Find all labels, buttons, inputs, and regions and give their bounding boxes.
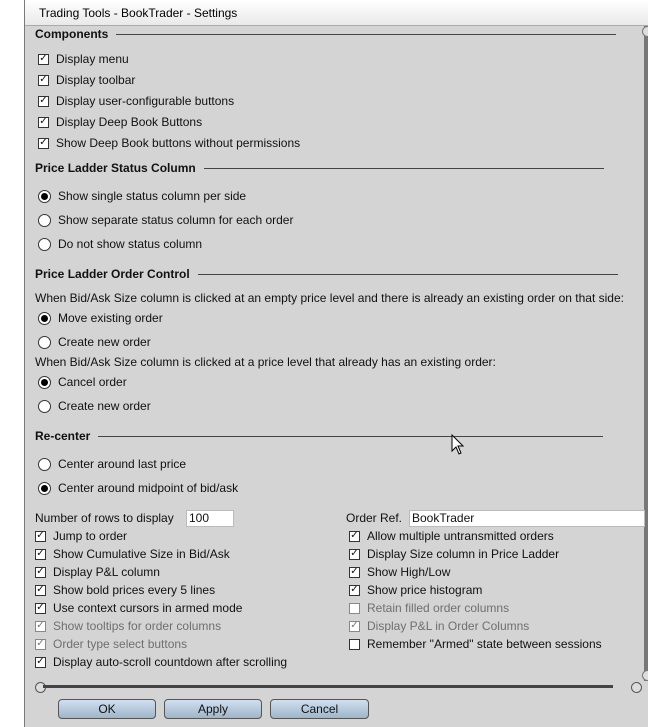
checkbox-label: Show Cumulative Size in Bid/Ask [53, 547, 230, 561]
radio-button[interactable] [38, 190, 51, 203]
radio-label: Move existing order [58, 311, 163, 325]
status-column-option[interactable] [38, 213, 293, 227]
description-text: When Bid/Ask Size column is clicked at an empty price level and there is already an existing order on that side: [35, 291, 624, 305]
radio-button[interactable] [38, 312, 51, 325]
check-mark-icon: ✓ [36, 655, 45, 667]
recenter-option[interactable] [38, 457, 186, 471]
divider [204, 168, 604, 169]
checkbox-label: Show bold prices every 5 lines [53, 583, 216, 597]
checkbox-label: Display user-configurable buttons [56, 94, 235, 108]
right-option[interactable] [349, 637, 602, 651]
radio-button[interactable] [38, 336, 51, 349]
checkbox-label: Display auto-scroll countdown after scrolling [53, 655, 288, 669]
radio-label: Cancel order [58, 375, 127, 389]
check-mark-icon: ✓ [36, 565, 45, 577]
radio-dot-icon [41, 315, 48, 322]
radio-dot-icon [41, 485, 48, 492]
torn-edge [0, 0, 27, 727]
scroll-down-cap[interactable] [642, 670, 648, 681]
checkbox-label: Use context cursors in armed mode [53, 601, 243, 615]
left-option[interactable] [35, 637, 187, 651]
checkbox[interactable] [38, 117, 49, 128]
checkbox[interactable] [35, 657, 46, 668]
section-title: Re-center [35, 429, 91, 443]
divider [116, 34, 616, 35]
checkbox[interactable] [349, 603, 360, 614]
scroll-up-cap[interactable] [642, 26, 648, 37]
recenter-option[interactable] [38, 481, 238, 495]
radio-dot-icon [41, 193, 48, 200]
status-column-option[interactable] [38, 189, 246, 203]
checkbox[interactable] [35, 585, 46, 596]
scroll-right-cap[interactable] [631, 682, 642, 693]
section-status-column [35, 161, 604, 175]
check-mark-icon: ✓ [36, 529, 45, 541]
left-option[interactable] [35, 565, 160, 579]
existing-level-description [35, 355, 496, 369]
ok-button[interactable]: OK [58, 699, 156, 719]
divider [198, 274, 618, 275]
check-mark-icon: ✓ [39, 115, 48, 127]
checkbox[interactable] [35, 603, 46, 614]
check-mark-icon: ✓ [36, 547, 45, 559]
radio-button[interactable] [38, 482, 51, 495]
checkbox[interactable] [35, 621, 46, 632]
horizontal-scrollbar[interactable] [35, 682, 640, 691]
checkbox[interactable] [349, 549, 360, 560]
check-mark-icon: ✓ [36, 601, 45, 613]
checkbox-label: Display P&L column [53, 565, 160, 579]
radio-label: Do not show status column [58, 237, 203, 251]
right-option[interactable] [349, 583, 482, 597]
checkbox-label: Order type select buttons [53, 637, 188, 651]
checkbox-label: Show Deep Book buttons without permissions [56, 136, 301, 150]
left-option[interactable] [35, 655, 287, 669]
checkbox-label: Show price histogram [367, 583, 483, 597]
radio-label: Center around last price [58, 457, 187, 471]
component-option[interactable] [38, 136, 300, 150]
window-title: Trading Tools - BookTrader - Settings [39, 6, 238, 20]
radio-button[interactable] [38, 458, 51, 471]
check-mark-icon: ✓ [39, 136, 48, 148]
checkbox[interactable] [38, 75, 49, 86]
check-mark-icon: ✓ [39, 52, 48, 64]
existing-level-option[interactable] [38, 399, 151, 413]
section-title: Components [35, 27, 109, 41]
radio-dot-icon [41, 379, 48, 386]
rows-to-display-input[interactable]: 100 [186, 510, 234, 527]
radio-label: Center around midpoint of bid/ask [58, 481, 239, 495]
checkbox-label: Display Size column in Price Ladder [367, 547, 560, 561]
order-ref-input[interactable]: BookTrader [409, 510, 645, 527]
checkbox[interactable] [38, 96, 49, 107]
radio-label: Create new order [58, 335, 151, 349]
right-option[interactable] [349, 619, 529, 633]
checkbox-label: Display menu [56, 52, 129, 66]
radio-label: Create new order [58, 399, 151, 413]
checkbox[interactable] [35, 531, 46, 542]
section-recenter [35, 429, 603, 443]
section-order-control [35, 267, 618, 281]
check-mark-icon: ✓ [350, 529, 359, 541]
checkbox[interactable] [35, 567, 46, 578]
empty-level-option[interactable] [38, 311, 163, 325]
check-mark-icon: ✓ [39, 73, 48, 85]
scroll-track[interactable] [43, 685, 613, 688]
checkbox-label: Show tooltips for order columns [53, 619, 222, 633]
checkbox-label: Display Deep Book Buttons [56, 115, 203, 129]
right-option[interactable] [349, 547, 559, 561]
check-mark-icon: ✓ [36, 583, 45, 595]
left-option[interactable] [35, 547, 230, 561]
mouse-pointer-icon [451, 434, 465, 456]
radio-label: Show separate status column for each order [58, 213, 294, 227]
section-components [35, 27, 616, 41]
checkbox[interactable] [35, 639, 46, 650]
empty-level-description [35, 291, 624, 305]
component-option[interactable] [38, 73, 135, 87]
checkbox-label: Jump to order [53, 529, 128, 543]
checkbox-label: Allow multiple untransmitted orders [367, 529, 554, 543]
section-title: Price Ladder Order Control [35, 267, 190, 281]
status-column-option[interactable] [38, 237, 202, 251]
order-ref-label [346, 511, 402, 525]
check-mark-icon: ✓ [350, 583, 359, 595]
left-option[interactable] [35, 601, 242, 615]
right-option[interactable] [349, 529, 554, 543]
cancel-button[interactable]: Cancel [270, 699, 369, 719]
apply-button[interactable]: Apply [164, 699, 262, 719]
checkbox[interactable] [349, 531, 360, 542]
title-bar [25, 0, 648, 26]
empty-level-option[interactable] [38, 335, 151, 349]
right-option[interactable] [349, 565, 450, 579]
check-mark-icon: ✓ [350, 565, 359, 577]
description-text: When Bid/Ask Size column is clicked at a price level that already has an existing order: [35, 355, 496, 369]
component-option[interactable] [38, 115, 202, 129]
checkbox[interactable] [35, 549, 46, 560]
checkbox[interactable] [38, 54, 49, 65]
checkbox[interactable] [349, 621, 360, 632]
checkbox[interactable] [349, 585, 360, 596]
rows-to-display-label [35, 511, 174, 525]
component-option[interactable] [38, 52, 129, 66]
checkbox-label: Display P&L in Order Columns [367, 619, 530, 633]
component-option[interactable] [38, 94, 234, 108]
divider [98, 436, 603, 437]
check-mark-icon: ✓ [39, 94, 48, 106]
check-mark-icon: ✓ [350, 547, 359, 559]
left-option[interactable] [35, 619, 221, 633]
check-mark-icon: ✓ [350, 619, 359, 631]
existing-level-option[interactable] [38, 375, 127, 389]
radio-button[interactable] [38, 400, 51, 413]
radio-label: Show single status column per side [58, 189, 247, 203]
vertical-scrollbar[interactable] [644, 26, 648, 681]
checkbox[interactable] [38, 138, 49, 149]
radio-button[interactable] [38, 376, 51, 389]
label-text: Number of rows to display [35, 511, 174, 525]
checkbox[interactable] [349, 639, 360, 650]
checkbox-label: Retain filled order columns [367, 601, 510, 615]
section-title: Price Ladder Status Column [35, 161, 196, 175]
radio-button[interactable] [38, 238, 51, 251]
label-text: Order Ref. [346, 511, 403, 525]
checkbox-label: Show High/Low [367, 565, 451, 579]
right-option[interactable] [349, 601, 509, 615]
left-option[interactable] [35, 583, 215, 597]
left-option[interactable] [35, 529, 127, 543]
radio-button[interactable] [38, 214, 51, 227]
check-mark-icon: ✓ [36, 619, 45, 631]
checkbox-label: Remember "Armed" state between sessions [367, 637, 602, 651]
checkbox-label: Display toolbar [56, 73, 136, 87]
checkbox[interactable] [349, 567, 360, 578]
settings-window [24, 0, 648, 727]
check-mark-icon: ✓ [36, 637, 45, 649]
